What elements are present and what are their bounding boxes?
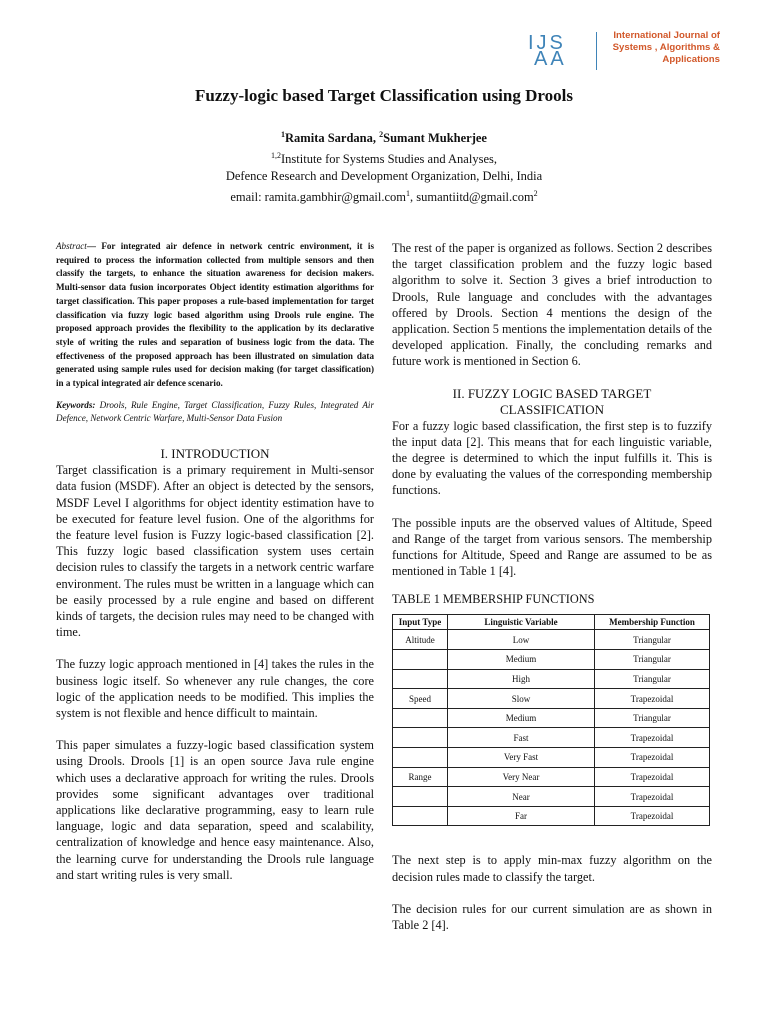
paper-organization-paragraph: The rest of the paper is organized as follows. Section 2 describes the target classification problem and the fuzzy logic based algorithm to solve it. Section 3 gives a brief introduction to Drools, Rule language and concludes with the advantages offered by Drools. Section 4 mentions the design of the application. Section 5 mentions the implementation details of the developed application. Finally, the concluding remarks and future work is mentioned in Section 6. bbox=[392, 241, 712, 369]
paper-title: Fuzzy-logic based Target Classification using Drools bbox=[195, 86, 573, 105]
table-cell bbox=[393, 787, 448, 807]
table-cell: Trapezoidal bbox=[595, 767, 710, 787]
journal-logo bbox=[528, 30, 728, 74]
decision-rules-paragraph: The decision rules for our current simulation are as shown in Table 2 [4]. bbox=[392, 901, 712, 932]
table-cell: Medium bbox=[448, 708, 595, 728]
keywords bbox=[56, 399, 374, 426]
section1-paragraph2: The fuzzy logic approach mentioned in [4] takes the rules in the business logic itself. So whenever any rule changes, the core logic of the application needs to be modified. This implies the system is not flexible and hence difficult to maintain. bbox=[56, 657, 374, 720]
email-line bbox=[0, 185, 768, 206]
abstract bbox=[56, 240, 374, 391]
table-cell: Range bbox=[393, 767, 448, 787]
author-block bbox=[0, 126, 768, 206]
table-cell: Very Fast bbox=[448, 748, 595, 768]
affiliation-line1 bbox=[0, 147, 768, 168]
table-row bbox=[393, 806, 710, 826]
section2-heading-line1: II. FUZZY LOGIC BASED TARGET bbox=[452, 385, 652, 401]
table-row bbox=[393, 689, 710, 709]
table-cell: Trapezoidal bbox=[595, 787, 710, 807]
table-cell: Medium bbox=[448, 650, 595, 670]
table-header-linguistic-variable: Linguistic Variable bbox=[448, 615, 595, 630]
logo-mark-line1: IJS bbox=[528, 32, 566, 54]
table-cell bbox=[393, 728, 448, 748]
section1-paragraph1: Target classification is a primary requirement in Multi-sensor data fusion (MSDF). After an object is detected by the sensors, MSDF Level I algorithms for object identity estimation have to be executed for feature level fusion. One of the algorithms for the feature level fusion is Fuzzy logic-based classification [2]. This fuzzy logic based classification system uses certain decision rules to classify the targets in a network centric warfare environment. The rules must be written in a language which can be easily processed by a rule engine and based on different kinds of targets, the decision rules may need to be changed with time. bbox=[56, 463, 374, 640]
table-cell: Triangular bbox=[595, 650, 710, 670]
table-cell bbox=[393, 708, 448, 728]
section2-heading-line2: CLASSIFICATION bbox=[499, 401, 604, 417]
right-column bbox=[392, 240, 712, 933]
table-header-membership-function: Membership Function bbox=[595, 615, 710, 630]
abstract-label: Abstract bbox=[56, 241, 87, 251]
table-header-input-type: Input Type bbox=[393, 615, 448, 630]
table-header-row bbox=[393, 615, 710, 630]
journal-name-line3: Applications bbox=[662, 54, 720, 65]
author1-name: Ramita Sardana, bbox=[285, 131, 380, 146]
table-cell: Trapezoidal bbox=[595, 806, 710, 826]
table-row bbox=[393, 787, 710, 807]
table-cell bbox=[393, 669, 448, 689]
table-row bbox=[393, 669, 710, 689]
author1-sup: 1 bbox=[281, 130, 286, 139]
table-row bbox=[393, 650, 710, 670]
logo-divider bbox=[596, 32, 597, 70]
table-cell bbox=[393, 748, 448, 768]
membership-functions-table bbox=[392, 614, 710, 826]
table-cell: Trapezoidal bbox=[595, 689, 710, 709]
abstract-dash: — bbox=[86, 241, 102, 251]
table-cell: Trapezoidal bbox=[595, 728, 710, 748]
table-cell bbox=[393, 650, 448, 670]
logo-mark-line2: AA bbox=[534, 48, 567, 70]
table-cell: Fast bbox=[448, 728, 595, 748]
journal-name-line2: Systems , Algorithms & bbox=[612, 42, 720, 53]
table-row bbox=[393, 728, 710, 748]
table-cell: Near bbox=[448, 787, 595, 807]
journal-logo-mark bbox=[528, 30, 594, 74]
table-cell: Triangular bbox=[595, 708, 710, 728]
email2: , sumantiitd@gmail.com bbox=[410, 190, 534, 205]
author2-name: Sumant Mukherjee bbox=[383, 131, 487, 146]
table-row bbox=[393, 767, 710, 787]
table-cell: Slow bbox=[448, 689, 595, 709]
author2-sup: 2 bbox=[379, 130, 384, 139]
section2-paragraph2: The possible inputs are the observed values of Altitude, Speed and Range of the target from various sensors. The membership functions for Altitude, Speed and Range are assumed to be as mentioned in Table 1 [4]. bbox=[392, 515, 712, 579]
journal-name-line1: International Journal of bbox=[613, 30, 720, 41]
table-cell: Far bbox=[448, 806, 595, 826]
table-cell: Speed bbox=[393, 689, 448, 709]
table1-caption: TABLE 1 MEMBERSHIP FUNCTIONS bbox=[392, 592, 595, 607]
affiliation-text1: Institute for Systems Studies and Analyses, bbox=[281, 152, 497, 167]
table-cell: Low bbox=[448, 630, 595, 650]
table-cell bbox=[393, 806, 448, 826]
email1-sup: 1 bbox=[406, 189, 411, 199]
table-cell: Very Near bbox=[448, 767, 595, 787]
affiliation-line2: Defence Research and Development Organization, Delhi, India bbox=[225, 169, 543, 184]
author-names bbox=[0, 126, 768, 147]
affiliation-sup: 1,2 bbox=[271, 151, 282, 161]
table-cell: Triangular bbox=[595, 669, 710, 689]
table-cell: High bbox=[448, 669, 595, 689]
section1-paragraph3: This paper simulates a fuzzy-logic based classification system using Drools. Drools [1] is an open source Java rule engine which uses a declarative approach for writing the rules. Drools provides some significant advantages over traditional applications like declarative programming, easy to learn rule language, logic and data separation, speed and scalability, centralization of knowledge and hence easy maintenance. Also, the learning curve for understanding the Drools rule language and start writing rules is very small. bbox=[56, 738, 374, 882]
email2-sup: 2 bbox=[533, 189, 538, 199]
section1-heading: I. INTRODUCTION bbox=[160, 446, 270, 462]
min-max-paragraph: The next step is to apply min-max fuzzy algorithm on the decision rules made to classify the target. bbox=[392, 853, 712, 884]
table-row bbox=[393, 748, 710, 768]
email1: email: ramita.gambhir@gmail.com bbox=[230, 190, 407, 205]
keywords-label: Keywords: bbox=[56, 399, 96, 410]
keywords-text: Drools, Rule Engine, Target Classification, Fuzzy Rules, Integrated Air Defence, Network Centric Warfare, Multi-Sensor Data Fusion bbox=[56, 399, 374, 424]
table-cell: Triangular bbox=[595, 630, 710, 650]
journal-name bbox=[602, 30, 728, 66]
table-row bbox=[393, 630, 710, 650]
section2-paragraph1: For a fuzzy logic based classification, the first step is to fuzzify the input data [2]. This means that for each linguistic variable, the degree is determined to which the input fulfills it. This is done by evaluating the values of the corresponding membership functions. bbox=[392, 418, 712, 498]
abstract-text: For integrated air defence in network centric environment, it is required to process the information collected from multiple sensors and then classify the targets, to enhance the situation awareness for decision makers. Multi-sensor data fusion incorporates Object identity estimation algorithms for target classification. This paper proposes a rule-based implementation for target classification via fuzzy logic based algorithm using Drools rule engine. The proposed approach provides the flexibility to the application by its declarative style of writing the rules and separation of business logic from the data. The effectiveness of the proposed approach has been illustrated on simulation data generated using sample rules used for decision making (for target classification) in a typical integrated air defence scenario. bbox=[56, 241, 374, 389]
left-column bbox=[56, 240, 374, 883]
table-cell: Altitude bbox=[393, 630, 448, 650]
table-row bbox=[393, 708, 710, 728]
table-cell: Trapezoidal bbox=[595, 748, 710, 768]
